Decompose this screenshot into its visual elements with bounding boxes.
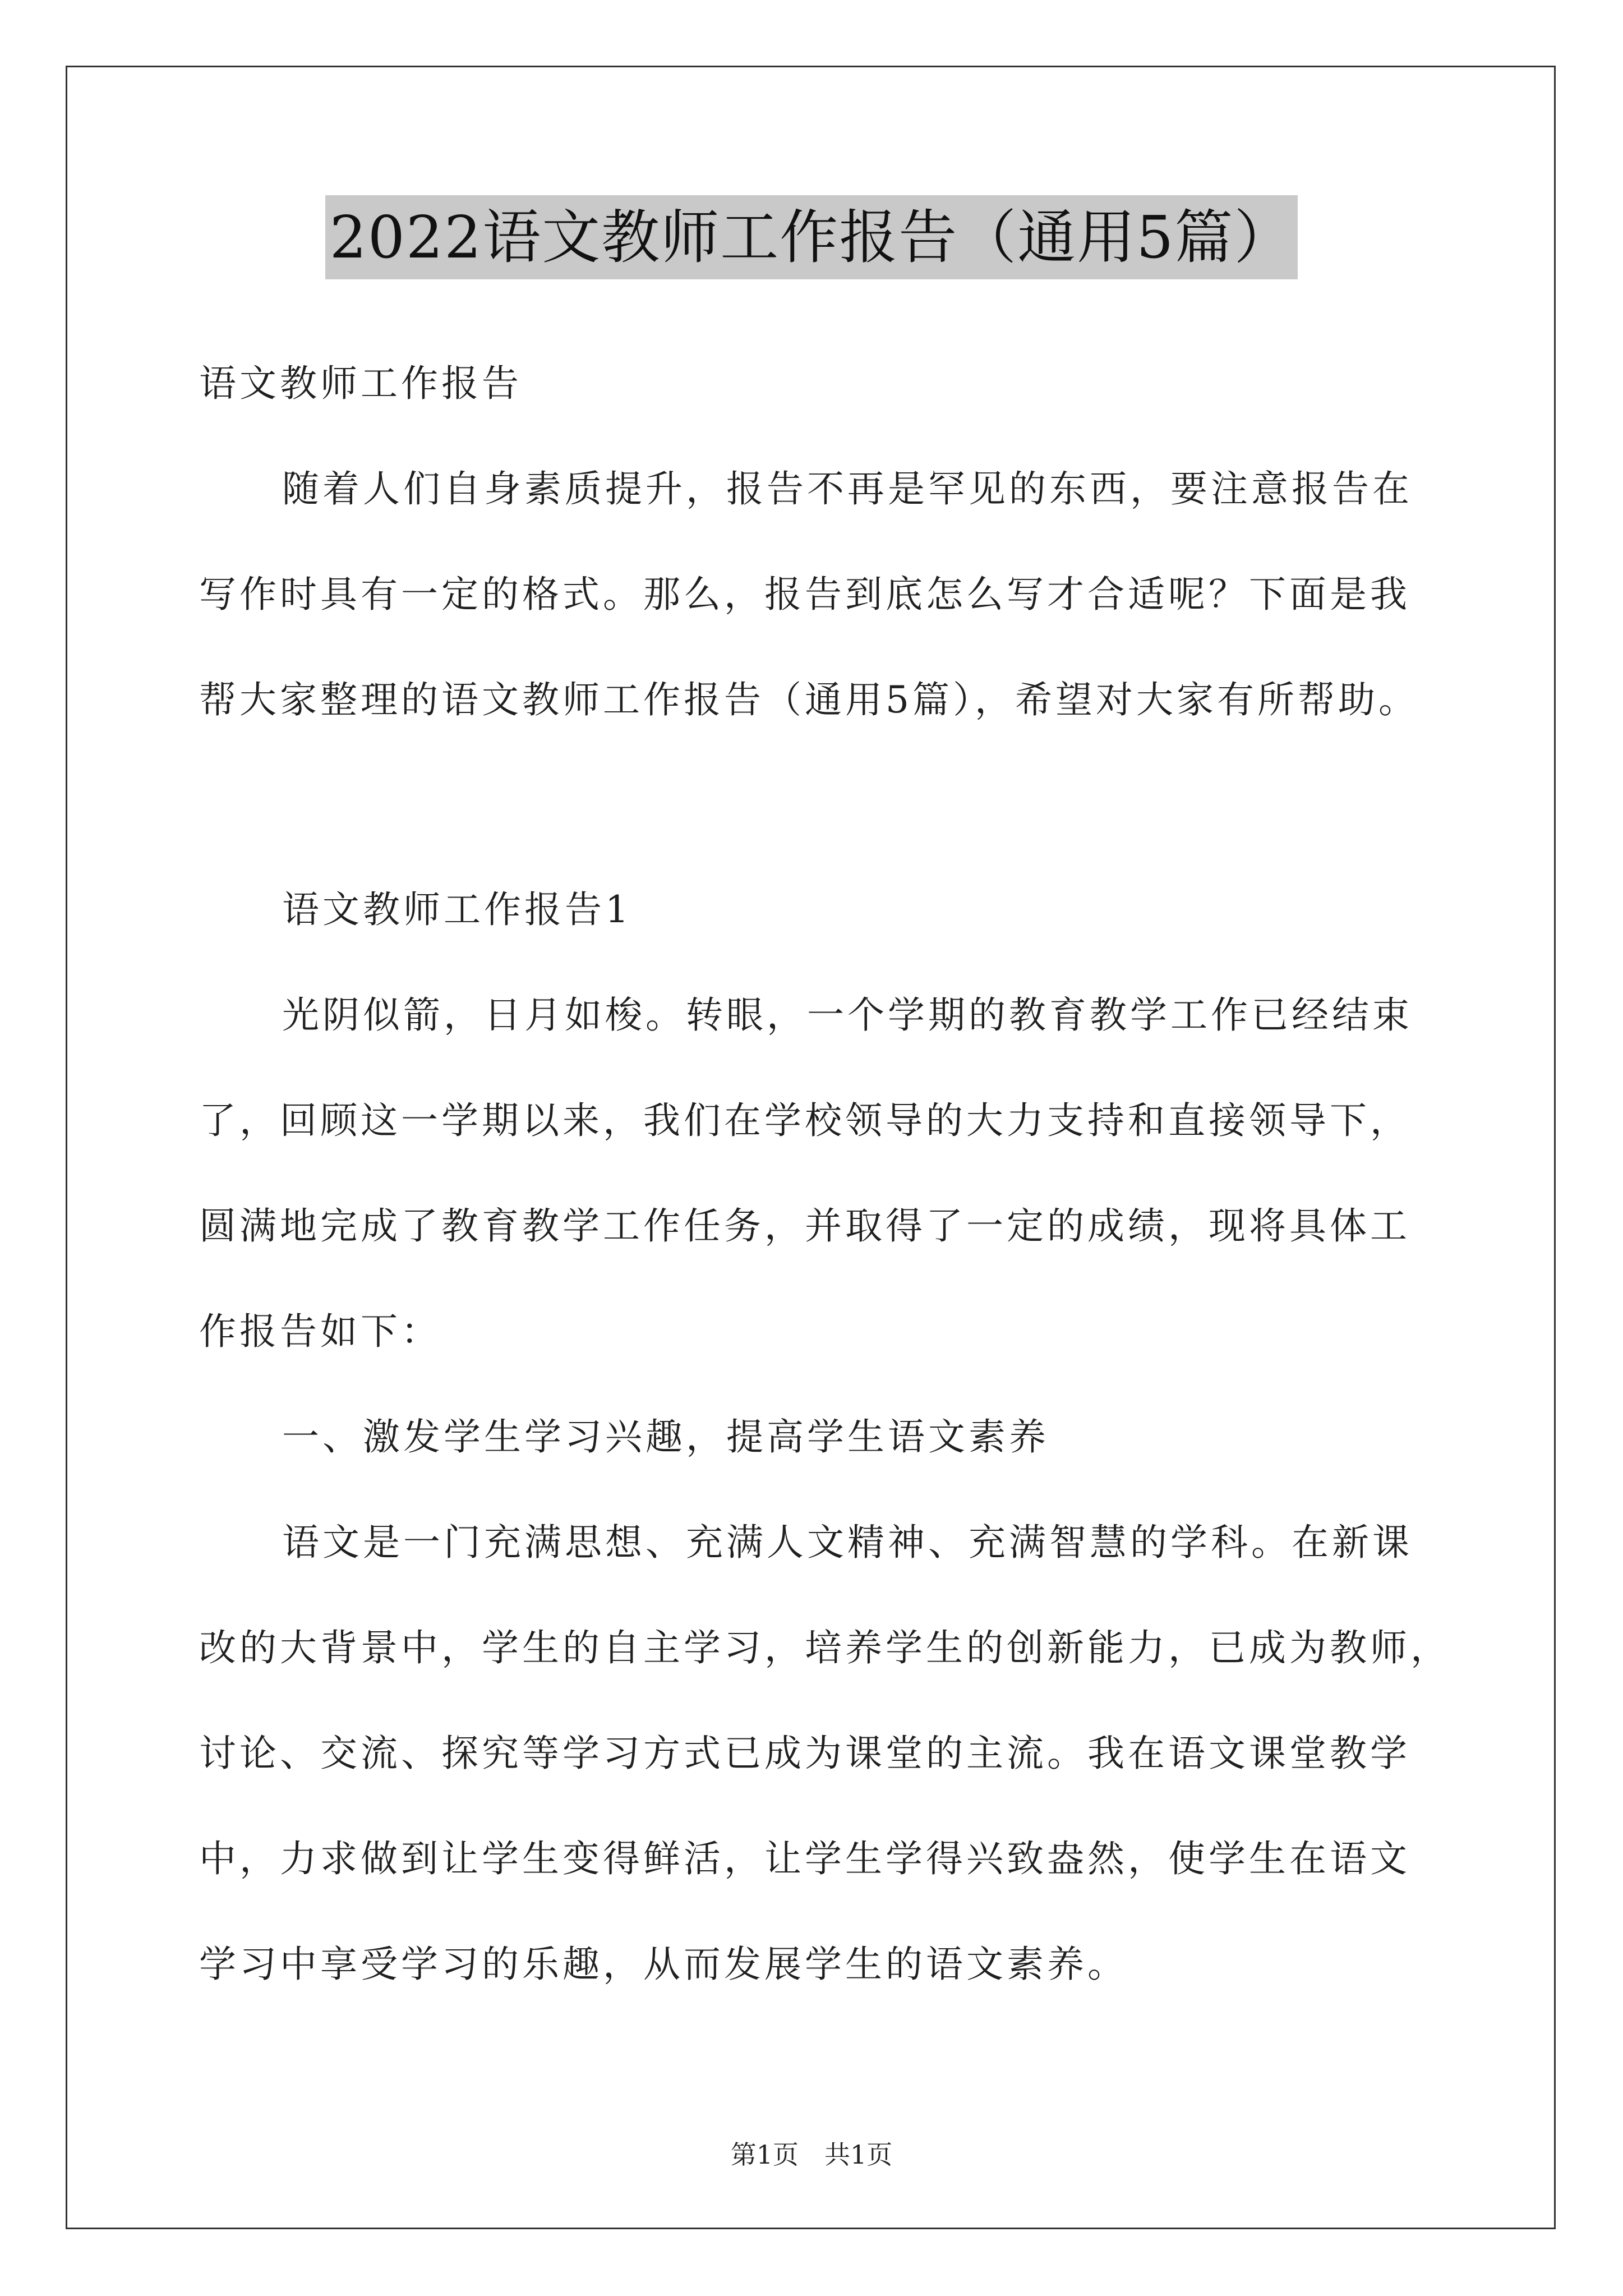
document-title: 2022语文教师工作报告（通用5篇）: [325, 195, 1298, 279]
paragraph-line: 随着人们自身素质提升，报告不再是罕见的东西，要注意报告在: [282, 467, 1413, 510]
paragraph-line: 作报告如下：: [199, 1310, 441, 1353]
paragraph-line: 学习中享受学习的乐趣，从而发展学生的语文素养。: [199, 1943, 1128, 1986]
section-heading: 语文教师工作报告: [199, 362, 522, 405]
paragraph-line: 中，力求做到让学生变得鲜活，让学生学得兴致盎然，使学生在语文: [199, 1837, 1410, 1880]
paragraph-line: 讨论、交流、探究等学习方式已成为课堂的主流。我在语文课堂教学: [199, 1732, 1410, 1775]
paragraph-line: 光阴似箭，日月如梭。转眼，一个学期的教育教学工作已经结束: [282, 993, 1413, 1037]
title-container: [0, 195, 1623, 279]
list-heading: 一、激发学生学习兴趣，提高学生语文素养: [282, 1415, 1049, 1458]
paragraph-line: 写作时具有一定的格式。那么，报告到底怎么写才合适呢？下面是我: [199, 573, 1410, 616]
paragraph-line: 圆满地完成了教育教学工作任务，并取得了一定的成绩，现将具体工: [199, 1204, 1410, 1248]
paragraph-line: 改的大背景中，学生的自主学习，培养学生的创新能力，已成为教师，: [199, 1626, 1451, 1669]
paragraph-line: 了，回顾这一学期以来，我们在学校领导的大力支持和直接领导下，: [199, 1099, 1410, 1142]
page-footer: 第1页 共1页: [730, 2139, 893, 2170]
subsection-heading: 语文教师工作报告1: [282, 888, 632, 931]
paragraph-line: 语文是一门充满思想、充满人文精神、充满智慧的学科。在新课: [282, 1521, 1413, 1564]
paragraph-line: 帮大家整理的语文教师工作报告（通用5篇），希望对大家有所帮助。: [199, 678, 1419, 721]
